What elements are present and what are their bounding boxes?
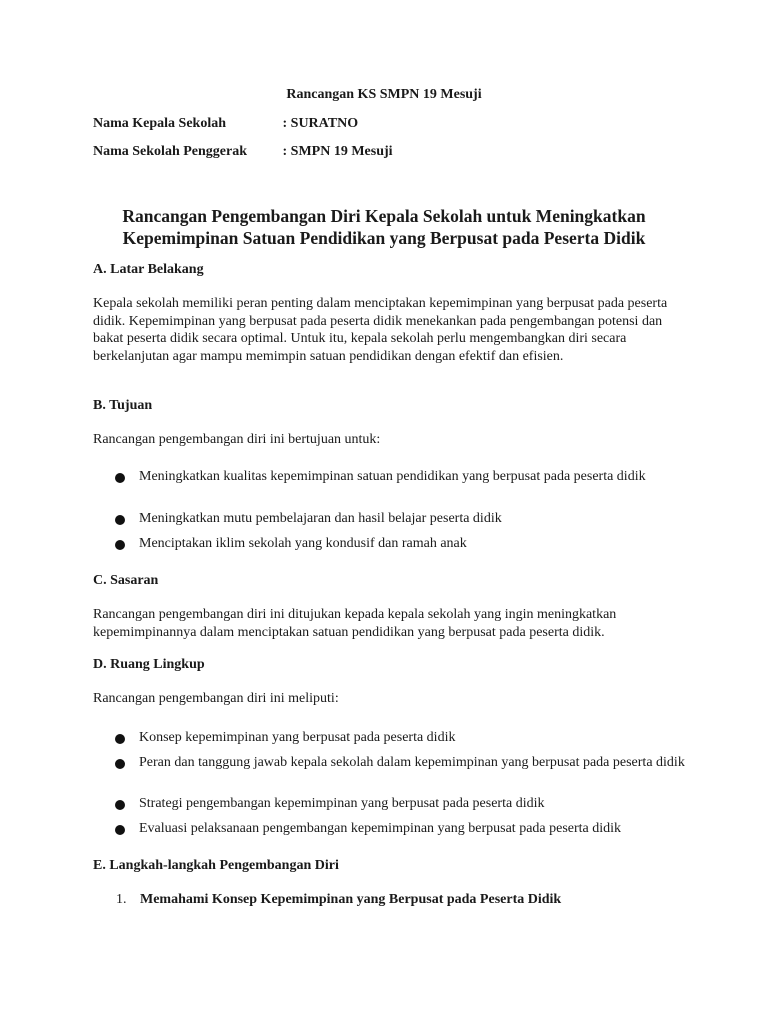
list-item-text: Meningkatkan mutu pembelajaran dan hasil belajar peserta didik	[139, 511, 502, 526]
principal-name-label: Nama Kepala Sekolah	[93, 116, 227, 131]
bullet-icon	[115, 734, 125, 744]
bullet-icon	[115, 759, 125, 769]
numbered-list-item	[116, 892, 561, 908]
section-b-heading: B. Tujuan	[93, 398, 153, 413]
school-name-label: Nama Sekolah Penggerak	[93, 144, 247, 159]
bullet-icon	[115, 515, 125, 525]
list-number: 1.	[116, 892, 127, 907]
list-item-text: Peran dan tanggung jawab kepala sekolah dalam kepemimpinan yang berpusat pada peserta didik	[139, 755, 685, 770]
section-c-heading: C. Sasaran	[93, 573, 159, 588]
list-item	[115, 794, 685, 814]
list-item-text: Konsep kepemimpinan yang berpusat pada peserta didik	[139, 730, 456, 745]
list-item	[115, 509, 685, 529]
section-a-body: Kepala sekolah memiliki peran penting dalam menciptakan kepemimpinan yang berpusat pada peserta didik. Kepemimpinan yang berpusat pada peserta didik menekankan pada pengembangan potensi dan bakat peserta didik secara optimal. Untuk itu, kepala sekolah perlu mengembangkan diri secara berkelanjutan agar mampu memimpin satuan pendidikan dengan efektif dan efisien.	[93, 296, 668, 364]
section-d-heading: D. Ruang Lingkup	[93, 657, 205, 672]
document-title	[0, 205, 768, 249]
school-name-value: : SMPN 19 Mesuji	[282, 144, 393, 159]
list-item	[115, 728, 685, 748]
section-c-body: Rancangan pengembangan diri ini ditujukan kepada kepala sekolah yang ingin meningkatkan kepemimpinannya dalam menciptakan satuan pendidikan yang berpusat pada peserta didik.	[93, 607, 617, 640]
list-item-text: Meningkatkan kualitas kepemimpinan satuan pendidikan yang berpusat pada peserta didik	[139, 469, 646, 484]
bullet-icon	[115, 540, 125, 550]
list-item	[115, 467, 685, 487]
principal-name-row	[93, 116, 358, 132]
principal-name-value: : SURATNO	[282, 116, 359, 131]
section-d-intro: Rancangan pengembangan diri ini meliputi:	[93, 691, 339, 706]
document-title-line-2: Kepemimpinan Satuan Pendidikan yang Berpusat pada Peserta Didik	[122, 228, 646, 248]
list-item	[115, 819, 685, 839]
section-b-intro: Rancangan pengembangan diri ini bertujuan untuk:	[93, 432, 381, 447]
list-item-text: Strategi pengembangan kepemimpinan yang berpusat pada peserta didik	[139, 796, 545, 811]
section-a-heading: A. Latar Belakang	[93, 262, 204, 277]
list-item	[115, 753, 685, 773]
document-title-line-1: Rancangan Pengembangan Diri Kepala Sekolah untuk Meningkatkan	[122, 206, 646, 226]
document-header-title: Rancangan KS SMPN 19 Mesuji	[286, 87, 482, 102]
bullet-icon	[115, 825, 125, 835]
school-name-row	[93, 144, 393, 160]
bullet-icon	[115, 473, 125, 483]
list-item-text: Memahami Konsep Kepemimpinan yang Berpusat pada Peserta Didik	[140, 892, 562, 907]
section-e-heading: E. Langkah-langkah Pengembangan Diri	[93, 858, 339, 873]
list-item-text: Evaluasi pelaksanaan pengembangan kepemimpinan yang berpusat pada peserta didik	[139, 821, 622, 836]
list-item-text: Menciptakan iklim sekolah yang kondusif dan ramah anak	[139, 536, 467, 551]
bullet-icon	[115, 800, 125, 810]
list-item	[115, 534, 685, 554]
